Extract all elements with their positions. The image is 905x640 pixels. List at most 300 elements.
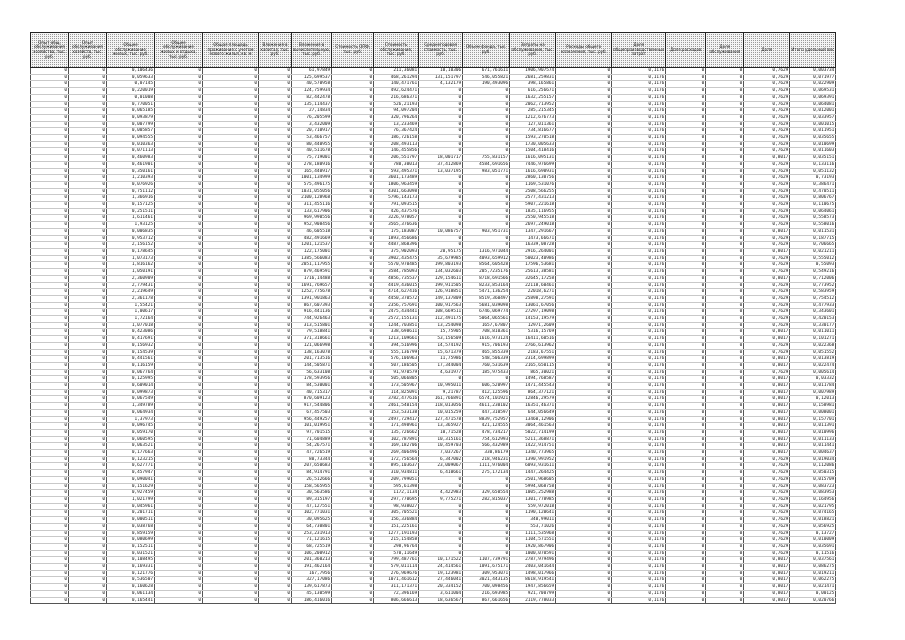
table-cell: 0,003734 (790, 68, 836, 75)
table-cell: 0,1176 (612, 550, 666, 557)
table-cell: 412,125596 (463, 389, 510, 396)
table-cell: 5471,136254 (463, 289, 510, 296)
table-cell: 0 (69, 570, 107, 577)
table-cell: 0 (332, 302, 374, 309)
table-cell: 0,001015 (790, 121, 836, 128)
table-cell: 0 (31, 148, 69, 155)
table-cell: 0 (259, 128, 292, 135)
table-cell: 0,1176 (612, 490, 666, 497)
table-cell: 2,361178 (107, 295, 155, 302)
table-cell: 0 (69, 497, 107, 504)
table-cell: 0 (419, 114, 463, 121)
table-cell: 172,756564 (374, 456, 419, 463)
table-cell: 68,725519 (292, 543, 332, 550)
table-cell: 0,8017 (744, 356, 790, 363)
table-cell: 0 (666, 523, 706, 530)
table-cell: 0 (69, 322, 107, 329)
table-cell: 0 (556, 369, 612, 376)
table-cell: 0 (69, 456, 107, 463)
table-cell: 0,7629 (744, 222, 790, 229)
table-cell: 0,73193 (790, 175, 836, 182)
table-cell: 0 (69, 476, 107, 483)
table-cell: 0 (203, 255, 259, 262)
table-cell: 0,7629 (744, 94, 790, 101)
table-cell: 0,037561 (790, 557, 836, 564)
table-cell: 0 (706, 195, 744, 202)
table-cell: 0,004637 (790, 450, 836, 457)
table-cell: 0 (332, 181, 374, 188)
table-cell: 5022,714199 (510, 429, 556, 436)
table-cell: 0 (259, 523, 292, 530)
table-cell: 0 (463, 202, 510, 209)
table-cell: 0 (259, 68, 292, 75)
table-cell: 0 (706, 316, 744, 323)
table-cell: 0,220019 (107, 88, 155, 95)
table-cell: 0 (706, 497, 744, 504)
table-cell: 0 (31, 590, 69, 597)
table-cell: 1,611461 (107, 215, 155, 222)
table-cell: 0,096745 (107, 423, 155, 430)
table-cell: 0,121776 (107, 570, 155, 577)
table-cell: 0 (259, 316, 292, 323)
table-cell: 0 (69, 584, 107, 591)
table-cell: 0 (706, 161, 744, 168)
table-cell: 492,624471 (374, 88, 419, 95)
table-cell: 106,200912 (292, 550, 332, 557)
table-cell: 173,505967 (374, 383, 419, 390)
table-cell: 0,7629 (744, 316, 790, 323)
table-cell: 1,816162 (107, 262, 155, 269)
table-cell: 13061,67056 (510, 302, 556, 309)
table-cell: 0 (556, 208, 612, 215)
table-cell: 0 (155, 450, 203, 457)
table-cell: 0 (332, 74, 374, 81)
table-cell: 0 (666, 584, 706, 591)
table-cell: 0 (556, 215, 612, 222)
table-cell: 0 (706, 88, 744, 95)
table-row (31, 242, 836, 249)
table-cell: 0 (203, 282, 259, 289)
table-cell: 0 (666, 181, 706, 188)
table-cell: 0,116159 (107, 362, 155, 369)
table-cell: 0 (332, 483, 374, 490)
table-cell: 0 (31, 510, 69, 517)
table-cell: 0 (259, 483, 292, 490)
table-cell: 0 (419, 101, 463, 108)
table-row (31, 550, 836, 557)
table-cell: 0 (203, 275, 259, 282)
table-cell: 0 (69, 188, 107, 195)
table-cell: 0 (556, 362, 612, 369)
table-cell: 0,1176 (612, 155, 666, 162)
table-cell: 0 (259, 94, 292, 101)
table-cell: 595,61398 (374, 483, 419, 490)
table-cell: 0 (203, 403, 259, 410)
table-cell: 8618,919541 (510, 577, 556, 584)
table-cell: 0 (259, 108, 292, 115)
table-cell: 755,831157 (463, 155, 510, 162)
table-cell: 0 (69, 329, 107, 336)
table-cell: 0 (463, 523, 510, 530)
table-cell: 0 (556, 235, 612, 242)
table-cell: 0,457947 (107, 470, 155, 477)
table-cell: 40,570958 (292, 81, 332, 88)
table-cell: 0 (706, 490, 744, 497)
table-cell: 46,605518 (292, 228, 332, 235)
table-cell: 0 (69, 128, 107, 135)
table-cell: 0,343601 (790, 309, 836, 316)
table-cell: 10,459703 (419, 443, 463, 450)
table-cell: 0 (155, 530, 203, 537)
table-cell: 0 (69, 510, 107, 517)
table-cell: 27297,19098 (510, 309, 556, 316)
table-cell: 13,365927 (419, 423, 463, 430)
table-cell: 0 (155, 202, 203, 209)
table-cell: 146,455856 (374, 148, 419, 155)
table-cell: 0 (69, 470, 107, 477)
table-cell: 0,7629 (744, 309, 790, 316)
table-row (31, 537, 836, 544)
table-cell: 0 (203, 208, 259, 215)
table-cell: 0,005857 (107, 128, 155, 135)
table-cell: 0,045961 (107, 503, 155, 510)
table-cell: 22018,6271 (510, 289, 556, 296)
table-cell: 0 (556, 275, 612, 282)
table-cell: 0,1176 (612, 429, 666, 436)
table-cell: 0 (332, 235, 374, 242)
table-cell: 0 (203, 68, 259, 75)
table-cell: 0 (666, 295, 706, 302)
table-cell: 2508,566255 (510, 188, 556, 195)
table-cell: 54,267571 (292, 443, 332, 450)
table-cell: 0 (31, 416, 69, 423)
table-cell: 0,7629 (744, 74, 790, 81)
table-cell: 0 (155, 490, 203, 497)
table-cell: 216,686371 (374, 94, 419, 101)
table-cell: 0,7629 (744, 101, 790, 108)
table-cell: 27,446041 (419, 577, 463, 584)
table-cell: 0,1176 (612, 329, 666, 336)
table-cell: 0 (463, 510, 510, 517)
table-cell: 0 (155, 543, 203, 550)
table-cell: 0 (706, 530, 744, 537)
table-cell: 0 (463, 181, 510, 188)
table-cell: 75,719001 (292, 155, 332, 162)
table-cell: 144,505871 (292, 362, 332, 369)
table-cell: 1,37973 (107, 416, 155, 423)
table-cell: 0 (69, 269, 107, 276)
table-cell: 0,7629 (744, 269, 790, 276)
table-cell: 0 (259, 376, 292, 383)
table-cell: 0 (259, 517, 292, 524)
table-row (31, 577, 836, 584)
table-cell: 0 (419, 108, 463, 115)
table-cell: 0 (259, 222, 292, 229)
table-cell: 0 (259, 543, 292, 550)
table-cell: 0 (556, 81, 612, 88)
table-cell: 0,1176 (612, 101, 666, 108)
table-cell: 916,441136 (292, 309, 332, 316)
table-row (31, 235, 836, 242)
table-cell: 0 (69, 577, 107, 584)
table-cell: 0 (203, 570, 259, 577)
table-cell: 0,021471 (790, 584, 836, 591)
table-cell: 0 (666, 329, 706, 336)
table-cell: 0 (463, 235, 510, 242)
table-cell: 0 (666, 376, 706, 383)
table-cell: 139,617873 (292, 584, 332, 591)
table-cell: 0 (203, 248, 259, 255)
table-cell: 80,73344 (292, 456, 332, 463)
table-cell: 0,12013 (790, 396, 836, 403)
column-header: Доля общепроизводственных затрат (612, 33, 666, 68)
table-cell: 1172,1134 (374, 490, 419, 497)
table-cell: 24,414561 (419, 564, 463, 571)
table-cell: 0,165441 (107, 597, 155, 604)
table-cell: 0 (155, 409, 203, 416)
table-cell: 0 (666, 121, 706, 128)
table-cell: 0 (332, 309, 374, 316)
table-cell: 0,859159 (107, 530, 155, 537)
table-cell: 72,396169 (374, 590, 419, 597)
table-cell: 2403,041644 (510, 564, 556, 571)
table-cell: 0 (69, 202, 107, 209)
table-cell: 98,938027 (374, 503, 419, 510)
table-cell: 0,8017 (744, 443, 790, 450)
table-cell: 0 (31, 490, 69, 497)
table-cell: 0,069391 (790, 94, 836, 101)
table-cell: 0 (666, 168, 706, 175)
table-cell: 47,726519 (292, 450, 332, 457)
table-cell: 0 (666, 369, 706, 376)
table-cell: 0 (203, 235, 259, 242)
table-cell: 0 (556, 269, 612, 276)
table-cell: 3021,443135 (463, 577, 510, 584)
table-cell: 169,182706 (374, 443, 419, 450)
table-cell: 0 (69, 275, 107, 282)
table-cell: 0 (332, 141, 374, 148)
table-cell: 0 (332, 175, 374, 182)
table-cell: 0 (259, 235, 292, 242)
table-row (31, 570, 836, 577)
table-cell: 0,7629 (744, 289, 790, 296)
table-cell: 0 (666, 255, 706, 262)
table-cell: 0 (69, 503, 107, 510)
table-cell: 867,661656 (463, 597, 510, 604)
table-cell: 0,7629 (744, 242, 790, 249)
table-cell: 1244,703851 (374, 322, 419, 329)
table-row (31, 517, 836, 524)
table-row (31, 342, 836, 349)
header-row (31, 33, 836, 68)
table-cell: 53,156509 (419, 336, 463, 343)
table-cell: 0 (706, 376, 744, 383)
table-cell: 0 (259, 570, 292, 577)
table-cell: 9,775271 (419, 497, 463, 504)
table-cell: 0,177663 (107, 450, 155, 457)
table-cell: 0 (666, 543, 706, 550)
table-cell: 0 (155, 282, 203, 289)
table-cell: 0 (259, 423, 292, 430)
table-cell: 0,1176 (612, 242, 666, 249)
table-cell: 0 (463, 476, 510, 483)
table-cell: 0 (706, 463, 744, 470)
table-cell: 0 (155, 228, 203, 235)
table-cell: 4450,370572 (374, 295, 419, 302)
table-cell: 9,21787 (419, 389, 463, 396)
table-cell: 0 (463, 128, 510, 135)
table-cell: 7446,976699 (510, 161, 556, 168)
table-cell: 0 (706, 215, 744, 222)
table-cell: 0,386471 (790, 181, 836, 188)
table-cell: 0 (463, 121, 510, 128)
table-cell: 0 (556, 228, 612, 235)
table-cell: 760,531639 (463, 362, 510, 369)
table-row (31, 228, 836, 235)
table-cell: 0 (706, 483, 744, 490)
table-cell: 0 (259, 228, 292, 235)
table-cell: 0 (69, 208, 107, 215)
table-cell: 0 (203, 81, 259, 88)
table-cell: 0 (332, 497, 374, 504)
table-cell: 10,995011 (419, 383, 463, 390)
table-cell: 0,008001 (790, 409, 836, 416)
table-cell: 0 (556, 175, 612, 182)
table-cell: 0,8017 (744, 376, 790, 383)
table-cell: 0 (259, 195, 292, 202)
table-cell: 0 (259, 456, 292, 463)
table-cell: 0 (203, 376, 259, 383)
table-cell: 0 (259, 202, 292, 209)
table-cell: 0 (155, 181, 203, 188)
table-cell: 0 (463, 242, 510, 249)
table-cell: 0 (259, 362, 292, 369)
table-cell: 864,377121 (510, 389, 556, 396)
table-cell: 0 (706, 235, 744, 242)
table-cell: 1906,907574 (510, 68, 556, 75)
table-cell: 0 (259, 309, 292, 316)
table-cell: 191,462164 (292, 564, 332, 571)
table-cell: 0,7629 (744, 141, 790, 148)
table-cell: 0 (706, 148, 744, 155)
table-cell: 23,009067 (419, 463, 463, 470)
table-cell: 1212,676773 (510, 114, 556, 121)
table-cell: 0 (666, 517, 706, 524)
table-cell: 0 (69, 590, 107, 597)
table-cell: 0,019211 (790, 570, 836, 577)
table-cell: 138,163078 (292, 349, 332, 356)
table-cell: 97,701515 (292, 429, 332, 436)
table-cell: 0,7629 (744, 537, 790, 544)
table-cell: 0 (556, 262, 612, 269)
table-cell: 1422,914751 (510, 443, 556, 450)
table-cell: 0,8017 (744, 429, 790, 436)
table-cell: 0 (666, 590, 706, 597)
table-cell: 0 (203, 108, 259, 115)
table-cell: 2501,968605 (510, 476, 556, 483)
table-cell: 2577,431213 (510, 195, 556, 202)
table-cell: 0 (69, 235, 107, 242)
table-cell: 0 (31, 289, 69, 296)
table-cell: 0,7629 (744, 490, 790, 497)
table-cell: 0 (419, 202, 463, 209)
table-cell: 0 (706, 570, 744, 577)
table-cell: 8519,360497 (463, 295, 510, 302)
table-cell: 0 (556, 161, 612, 168)
table-cell: 1616,973124 (463, 336, 510, 343)
table-cell: 0 (706, 135, 744, 142)
table-cell: 0 (259, 322, 292, 329)
table-cell: 45,130599 (292, 590, 332, 597)
table-cell: 0,1176 (612, 597, 666, 604)
table-cell: 0 (666, 68, 706, 75)
table-cell: 0,7629 (744, 135, 790, 142)
table-cell: 0,056925 (790, 523, 836, 530)
table-cell: 0,152511 (107, 543, 155, 550)
table-cell: 1691,769657 (292, 282, 332, 289)
table-cell: 0 (31, 309, 69, 316)
table-cell: 118,013056 (419, 403, 463, 410)
table-cell: 0 (419, 543, 463, 550)
table-cell: 0,1176 (612, 161, 666, 168)
table-cell: 1,021799 (107, 497, 155, 504)
table-cell: 0 (259, 389, 292, 396)
table-cell: 32645,17258 (510, 275, 556, 282)
table-cell: 0 (556, 409, 612, 416)
table-cell: 0 (203, 195, 259, 202)
table-cell: 0,164956 (790, 497, 836, 504)
table-cell: 0,8017 (744, 577, 790, 584)
table-cell: 0 (556, 550, 612, 557)
table-cell: 56,633108 (292, 369, 332, 376)
table-cell: 0 (203, 74, 259, 81)
table-cell: 0 (666, 248, 706, 255)
table-cell: 0 (332, 450, 374, 457)
table-cell: 0 (332, 409, 374, 416)
table-cell: 0 (332, 228, 374, 235)
table-cell: 969,990556 (292, 215, 332, 222)
table-row (31, 416, 836, 423)
table-cell: 1111,535968 (510, 530, 556, 537)
table-cell: 5064,065561 (463, 316, 510, 323)
table-cell: 0 (666, 383, 706, 390)
column-header: Расходы общего назначения, тыс. руб. (556, 33, 612, 68)
table-row (31, 302, 836, 309)
table-cell: 0,1176 (612, 450, 666, 457)
table-cell: 0 (463, 108, 510, 115)
table-cell: 0 (259, 403, 292, 410)
table-cell: 0,157125 (107, 202, 155, 209)
table-cell: 2183,67551 (510, 349, 556, 356)
table-cell: 276,969676 (374, 570, 419, 577)
table-cell: 84,530001 (292, 383, 332, 390)
table-cell: 0 (706, 329, 744, 336)
table-cell: 5570,970485 (374, 262, 419, 269)
table-cell: 0,7629 (744, 68, 790, 75)
table-cell: 0 (31, 349, 69, 356)
table-cell: 0,187715 (790, 235, 836, 242)
table-cell: 0 (31, 188, 69, 195)
table-cell: 0 (69, 155, 107, 162)
table-cell: 0 (31, 543, 69, 550)
table-cell: 0 (31, 215, 69, 222)
table-cell: 0 (556, 94, 612, 101)
table-cell: 0 (69, 135, 107, 142)
table-cell: 0 (155, 369, 203, 376)
table-cell: 0 (463, 483, 510, 490)
table-cell: 0 (155, 316, 203, 323)
table-cell: 0,1176 (612, 463, 666, 470)
